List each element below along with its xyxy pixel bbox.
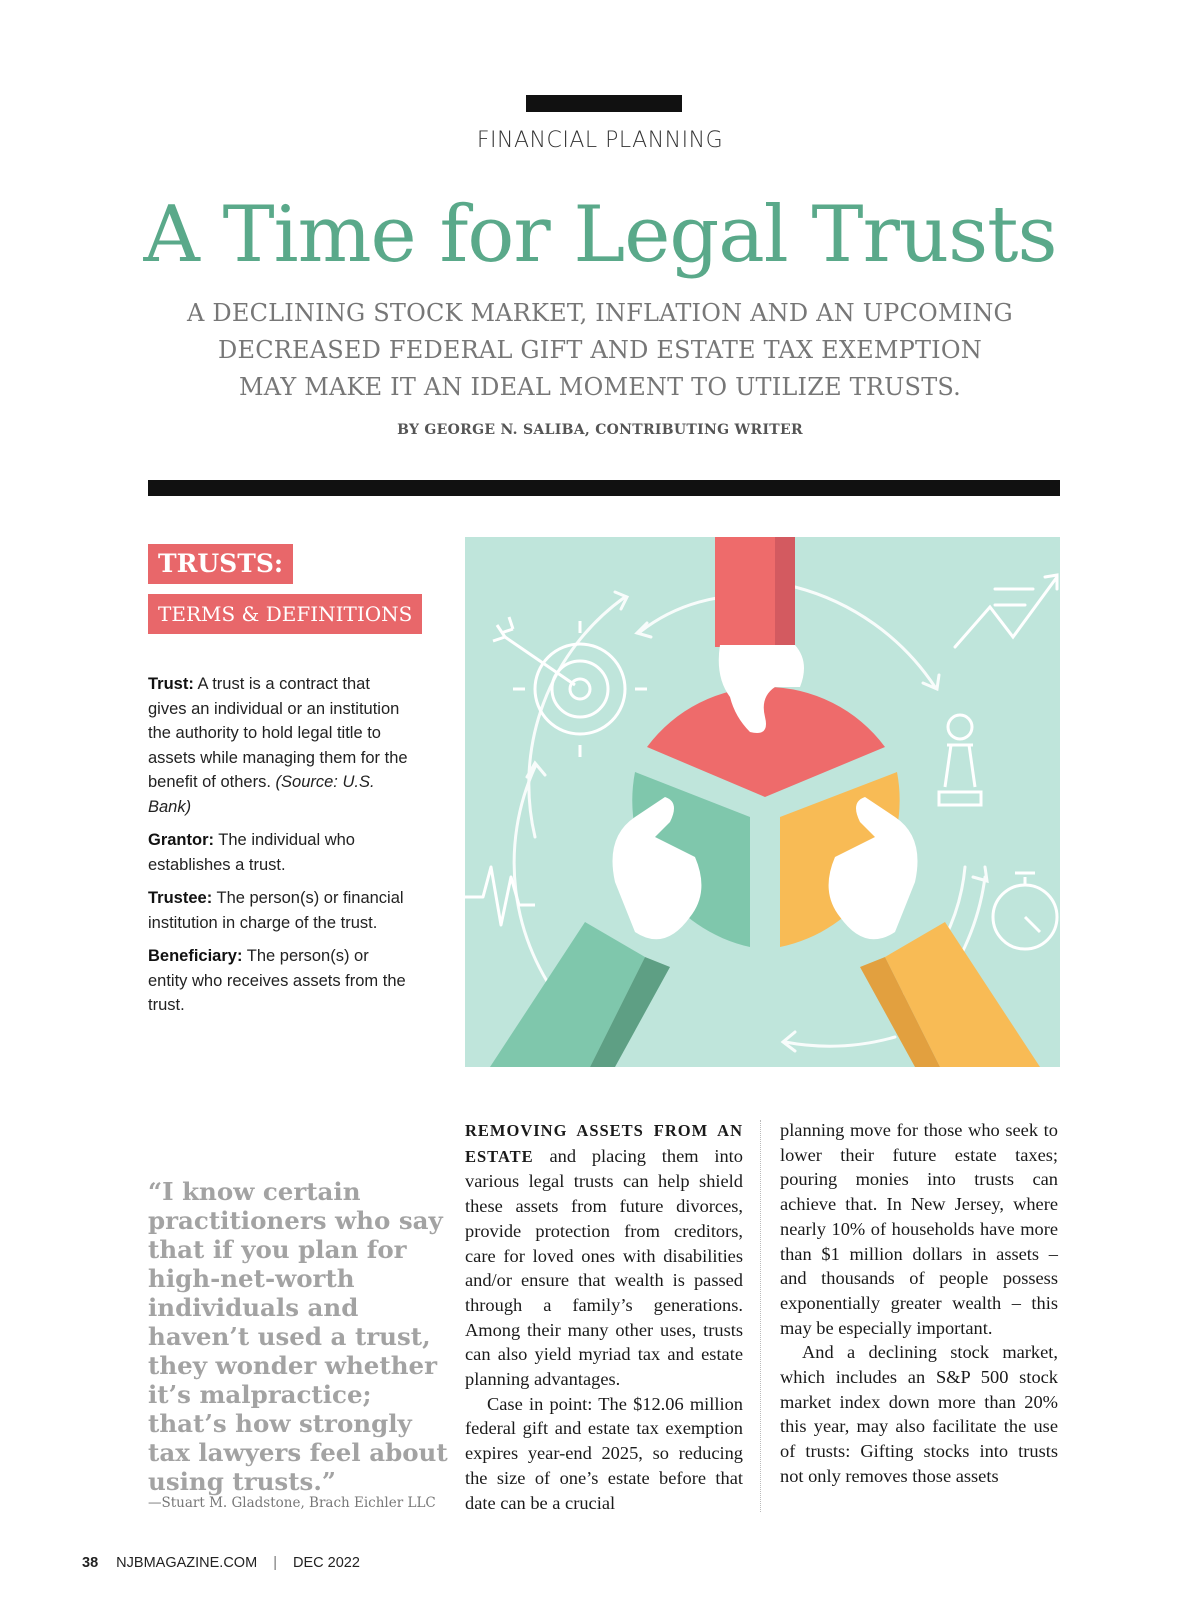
definition-term: Beneficiary: bbox=[148, 947, 243, 965]
lead-in: REMOVING ASSETS FROM AN ESTATE bbox=[465, 1121, 743, 1166]
column-divider bbox=[760, 1120, 761, 1512]
definition-beneficiary bbox=[148, 944, 410, 1018]
deck-line: A DECLINING STOCK MARKET, INFLATION AND AN UPCOMING bbox=[187, 299, 1013, 327]
footer-separator: | bbox=[273, 1555, 277, 1571]
body-paragraph: planning move for those who seek to lower their future estate taxes; pouring monies into trusts can achieve that. In New Jersey, where nearly 10% of households have more than $1 million dollars in assets – and thousands of people possess exponentially greater wealth – this may be especially important. bbox=[780, 1120, 1058, 1338]
body-paragraph: And a declining stock market, which includes an S&P 500 stock market index down more than 20% this year, may also facilitate the use of trusts: Gifting stocks into trusts not only removes those assets bbox=[780, 1342, 1058, 1486]
article-title: A Time for Legal Trusts bbox=[143, 190, 1057, 280]
definition-text: The person(s) or entity who receives assets from the trust. bbox=[148, 947, 406, 1014]
sidebar-tag-terms: TERMS & DEFINITIONS bbox=[148, 594, 422, 634]
issue-date: DEC 2022 bbox=[293, 1555, 360, 1571]
definition-text: The person(s) or financial institution in charge of the trust. bbox=[148, 889, 404, 932]
pull-quote-attribution: —Stuart M. Gladstone, Brach Eichler LLC bbox=[148, 1495, 436, 1511]
definition-text: The individual who establishes a trust. bbox=[148, 831, 355, 874]
page-footer bbox=[82, 1555, 360, 1571]
definition-term: Trust: bbox=[148, 675, 194, 693]
paragraph-text: and placing them into various legal trusts can help shield these assets from future divorces, provide protection from creditors, care for loved ones with disabilities and/or ensure that wealth is passed through a family’s generations. Among their many other uses, trusts can also yield myriad tax and estate planning advantages. bbox=[465, 1145, 743, 1390]
site-name: NJBMAGAZINE.COM bbox=[116, 1555, 258, 1571]
definition-term: Trustee: bbox=[148, 889, 213, 907]
definitions-list bbox=[148, 672, 410, 1027]
definition-text: A trust is a contract that gives an individual or an institution the authority to hold legal title to assets while managing them for the benefit of others. bbox=[148, 675, 408, 791]
definition-grantor bbox=[148, 828, 410, 877]
body-column-2 bbox=[780, 1118, 1058, 1489]
pull-quote: “I know certain practitioners who say that if you plan for high-net-worth individuals and haven’t used a trust, they wonder whether it’s malpractice; that’s how strongly tax lawyers feel about using trusts.” bbox=[148, 1177, 448, 1496]
definition-source: (Source: U.S. Bank) bbox=[148, 773, 375, 816]
definition-trustee bbox=[148, 886, 410, 935]
definition-term: Grantor: bbox=[148, 831, 214, 849]
byline: BY GEORGE N. SALIBA, CONTRIBUTING WRITER bbox=[397, 422, 803, 438]
page-number: 38 bbox=[82, 1555, 99, 1571]
body-paragraph: Case in point: The $12.06 million federal gift and estate tax exemption expires year-end 2025, so reducing the size of one’s estate before that date can be a crucial bbox=[465, 1393, 743, 1513]
definition-trust bbox=[148, 672, 410, 819]
section-rule bbox=[148, 480, 1060, 496]
body-paragraph bbox=[465, 1118, 743, 1392]
body-column-1 bbox=[465, 1118, 743, 1515]
section-label: FINANCIAL PLANNING bbox=[476, 128, 724, 153]
deck-line: MAY MAKE IT AN IDEAL MOMENT TO UTILIZE TRUSTS. bbox=[238, 373, 962, 401]
article-deck bbox=[150, 295, 1050, 406]
trust-illustration bbox=[465, 537, 1060, 1067]
top-accent-bar bbox=[526, 95, 682, 112]
sidebar-tag-trusts: TRUSTS: bbox=[148, 544, 293, 584]
deck-line: DECREASED FEDERAL GIFT AND ESTATE TAX EXEMPTION bbox=[218, 336, 982, 364]
